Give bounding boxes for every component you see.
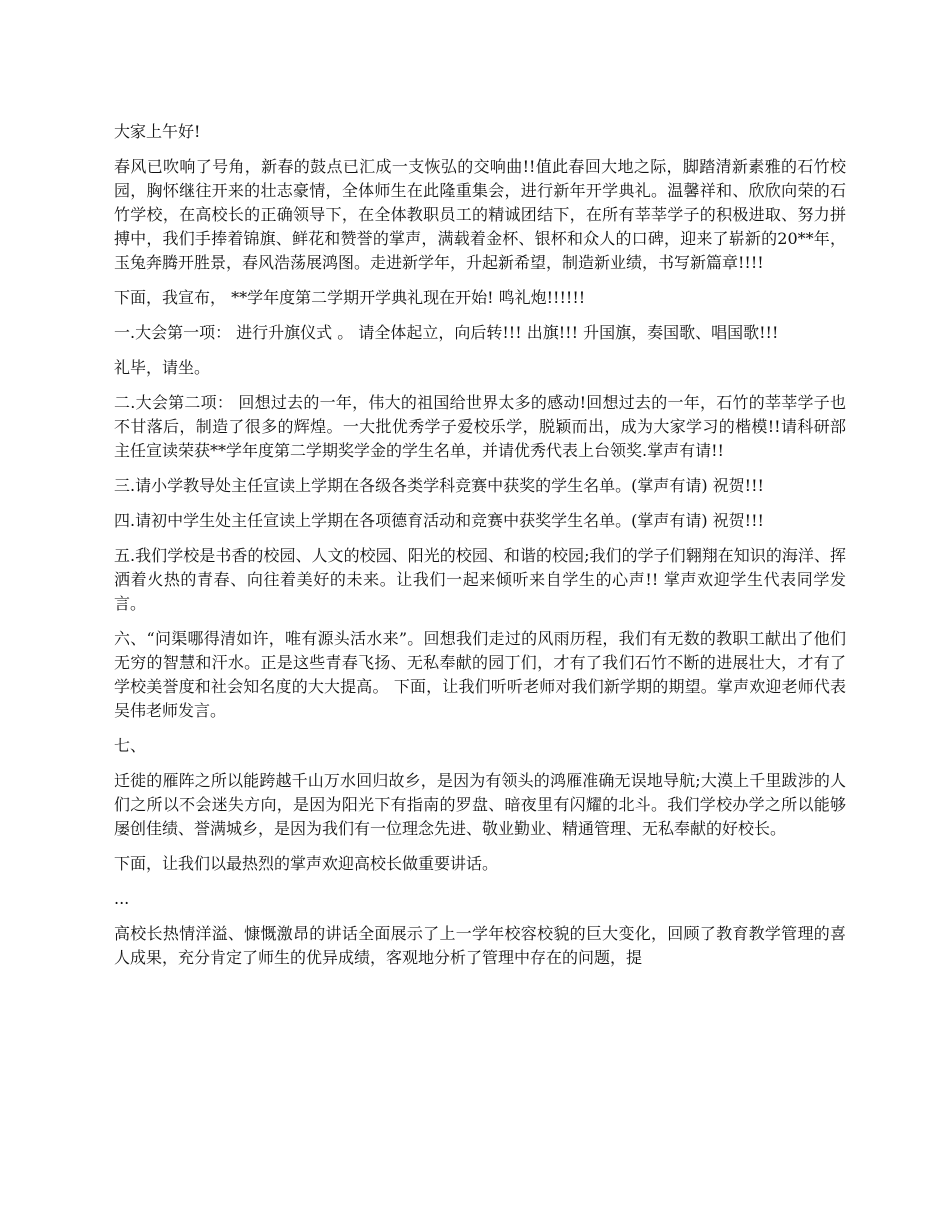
agenda-item-3: 三.请小学教导处主任宣读上学期在各级各类学科竞赛中获奖的学生名单。(掌声有请) 祝贺!!! (114, 476, 764, 495)
agenda-item-7-heading: 七、 (114, 736, 147, 755)
principal-welcome-paragraph: 下面，让我们以最热烈的掌声欢迎高校长做重要讲话。 (114, 854, 499, 873)
agenda-item-5: 五.我们学校是书香的校园、人文的校园、阳光的校园、和谐的校园;我们的学子们翱翔在知识的海洋、挥洒着火热的青春、向往着美好的未来。让我们一起来倾听来自学生的心声!! 掌声欢迎学生代表同学发言。 (114, 546, 846, 613)
principal-intro-paragraph: 迁徙的雁阵之所以能跨越千山万水回归故乡，是因为有领头的鸿雁准确无误地导航;大漠上千里跋涉的人们之所以不会迷失方向，是因为阳光下有指南的罗盘、暗夜里有闪耀的北斗。我们学校办学之所以能够屡创佳绩、誉满城乡，是因为我们有一位理念先进、敬业勤业、精通管理、无私奉献的好校长。 (114, 771, 846, 838)
summary-paragraph: 高校长热情洋溢、慷慨激昂的讲话全面展示了上一学年校容校貌的巨大变化，回顾了教育教学管理的喜人成果，充分肯定了师生的优异成绩，客观地分析了管理中存在的问题，提 (114, 924, 846, 967)
greeting-paragraph: 大家上午好! (114, 122, 201, 141)
agenda-item-2: 二.大会第二项： 回想过去的一年，伟大的祖国给世界太多的感动!回想过去的一年，石竹的莘莘学子也不甘落后，制造了很多的辉煌。一大批优秀学子爱校乐学，脱颖而出，成为大家学习的楷模!!请科研部主任宣读荣获**学年度第二学期奖学金的学生名单，并请优秀代表上台领奖.掌声有请!! (114, 393, 846, 460)
announcement-paragraph: 下面，我宣布， **学年度第二学期开学典礼现在开始! 鸣礼炮!!!!!! (114, 288, 586, 307)
document-body (114, 120, 846, 981)
ellipsis-paragraph: ... (114, 889, 130, 908)
agenda-item-1: 一.大会第一项： 进行升旗仪式 。 请全体起立，向后转!!! 出旗!!! 升国旗，奏国歌、唱国歌!!! (114, 323, 779, 342)
agenda-item-6: 六、“问渠哪得清如许，唯有源头活水来”。回想我们走过的风雨历程，我们有无数的教职工献出了他们无穷的智慧和汗水。正是这些青春飞扬、无私奉献的园丁们，才有了我们石竹不断的进展壮大，才有了学校美誉度和社会知名度的大大提高。 下面，让我们听听老师对我们新学期的期望。掌声欢迎老师代表吴伟老师发言。 (114, 629, 846, 720)
opening-paragraph: 春风已吹响了号角，新春的鼓点已汇成一支恢弘的交响曲!!值此春回大地之际，脚踏清新素雅的石竹校园，胸怀继往开来的壮志豪情，全体师生在此隆重集会，进行新年开学典礼。温馨祥和、欣欣向荣的石竹学校，在高校长的正确领导下，在全体教职员工的精诚团结下，在所有莘莘学子的积极进取、努力拼搏中，我们手捧着锦旗、鲜花和赞誉的掌声，满载着金杯、银杯和众人的口碑，迎来了崭新的20**年，玉兔奔腾开胜景，春风浩荡展鸿图。走进新学年，升起新希望，制造新业绩，书写新篇章!!!! (114, 157, 846, 272)
seated-paragraph: 礼毕，请坐。 (114, 358, 211, 377)
agenda-item-4: 四.请初中学生处主任宣读上学期在各项德育活动和竞赛中获奖学生名单。(掌声有请) 祝贺!!! (114, 511, 764, 530)
